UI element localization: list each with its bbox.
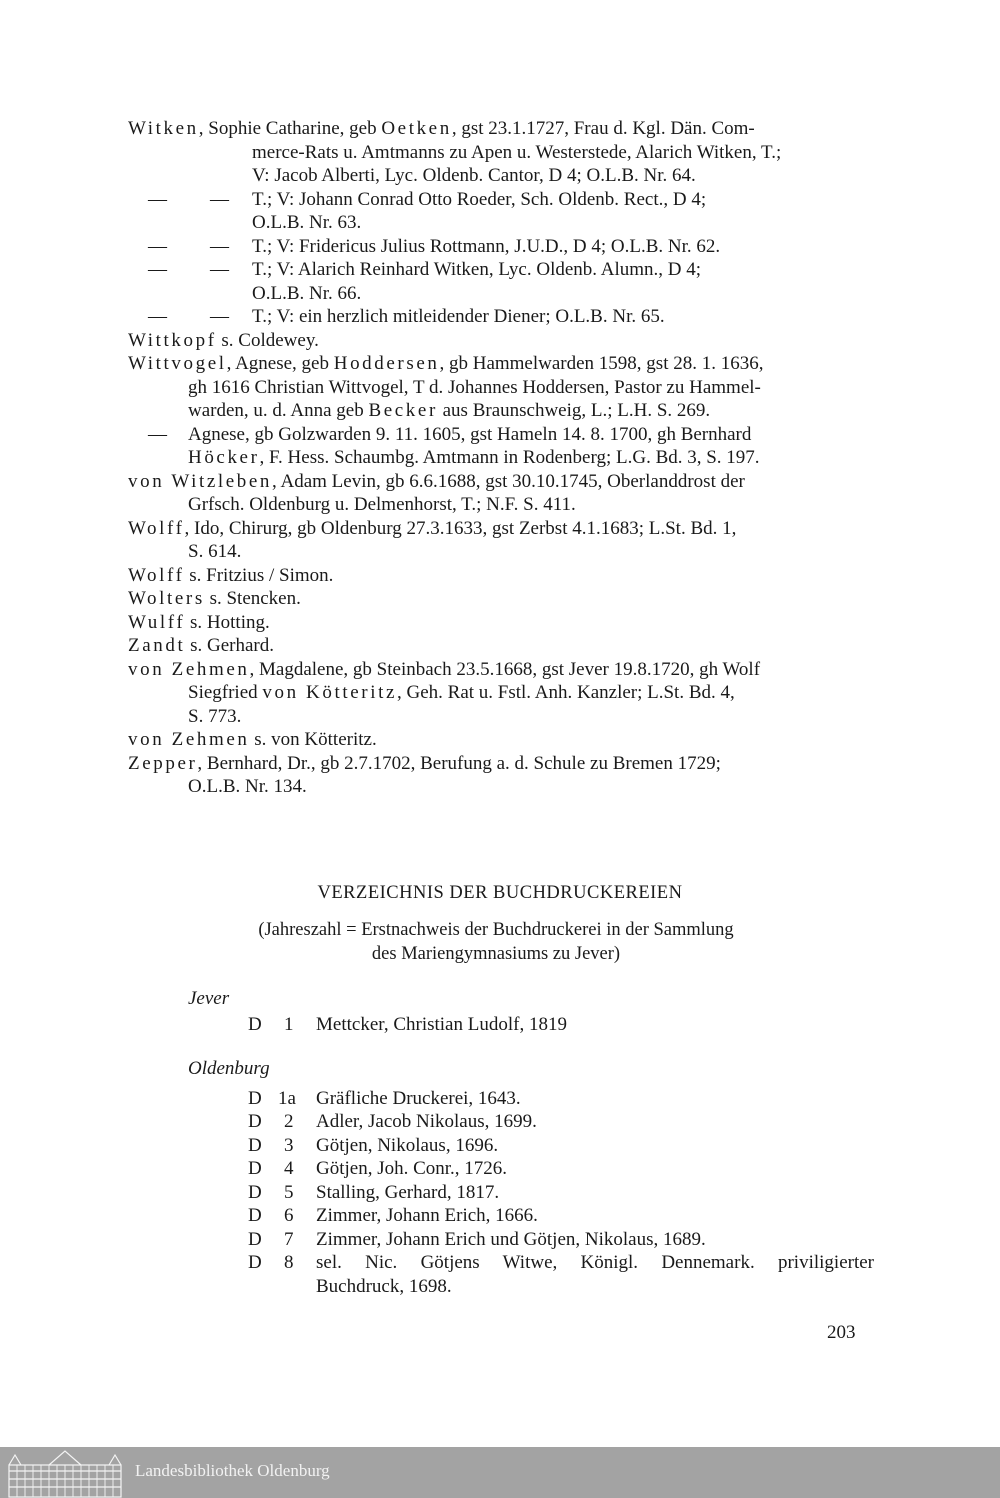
book-page: Witken, Sophie Catharine, geb Oetken, gst 23.1.1727, Frau d. Kgl. Dän. Com- merce-Rats u. Amtmanns zu Apen u. Westerstede, Alarich Witken, T.; V: Jacob Alberti, Lyc. Oldenb. Cantor, D 4; O.L.B. Nr. 64. — — T.; V: Johann Conrad Otto Roeder, Sch. Oldenb. Rect., D 4; O.L.B. Nr. 63. — — T.; V: Fridericus Julius Rottmann, J.U.D., D 4; O.L.B. Nr. 62. — — T.; V: Alarich Reinhard Witken, Lyc. Oldenb. Alumn., D 4; O.L.B. Nr. 66. — — T.; V: ein herzlich mitleidender Diener; O.L.B. Nr. 65. Wittkopf s. Coldewey. Wittvogel, Agnese, geb Hoddersen, gb Hammelwarden 1598, gst 28. 1. 1636, gh 1616 Christian Wittvogel, T d. Johannes Hoddersen, Pastor zu Hammel- warden, u. d. Anna geb Becker aus Braunschweig, L.; L.H. S. 269. — Agnese, gb Golzwarden 9. 11. 1605, gst Hameln 14. 8. 1700, gh Bernhard Höcker, F. Hess. Schaumbg. Amtmann in Rodenberg; L.G. Bd. 3, S. 197. von Witzleben, Adam Levin, gb 6.6.1688, gst 30.10.1745, Oberlanddrost der Grfsch. Oldenburg u. Delmenhorst, T.; N.F. S. 411. Wolff, Ido, Chirurg, gb Oldenburg 27.3.1633, gst Zerbst 4.1.1683; L.St. Bd. 1, S. 614. Wolff s. Fritzius / Simon. Wolters s. Stencken. Wulff s. Hotting. Zandt s. Gerhard. von Zehmen, Magdalene, gb Steinbach 23.5.1668, gst Jever 19.8.1720, gh Wolf Siegfried von Kötteritz, Geh. Rat u. Fstl. Anh. Kanzler; L.St. Bd. 4, S. 773. von Zehmen s. von Kötteritz. Zepper, Bernhard, Dr., gb 2.7.1702, Berufung a. d. Schule zu Bremen 1729; O.L.B. Nr. 134. VERZEICHNIS DER BUCHDRUCKEREIEN (Jahreszahl = Erstnachweis der Buchdruckerei in der Sammlung des Mariengymnasiums zu Jever) Jever D 1 Mettcker, Christian Ludolf, 1819 Oldenburg D 1a Gräfliche Druckerei, 1643. D 2 Adler, Jacob Nikolaus, 1699. D 3 Götjen, Nikolaus, 1696. D 4 Götjen, Joh. Conr., 1726. D 5 Stalling, Gerhard, 1817. D 6 Zimmer, Johann Erich, 1666. D 7 Zimmer, Johann Erich und Götjen, Nikolaus, 1689. D 8 sel. Nic. Götjens Witwe, Königl. Dennemark. priviligierter Buchdruck, 1698. 203 bbox=[0, 0, 1000, 1447]
surname: Wittvogel bbox=[128, 353, 227, 374]
entry-continuation: Höcker, F. Hess. Schaumbg. Amtmann in Rodenberg; L.G. Bd. 3, S. 197. bbox=[188, 447, 760, 468]
surname: Wittkopf bbox=[128, 330, 217, 351]
section-title: VERZEICHNIS DER BUCHDRUCKEREIEN bbox=[317, 883, 683, 903]
ditto-dash: — bbox=[210, 306, 229, 327]
entry-continuation: gh 1616 Christian Wittvogel, T d. Johannes Hoddersen, Pastor zu Hammel- bbox=[188, 377, 761, 398]
entry-continuation: S. 773. bbox=[188, 706, 242, 727]
entry-zepper: Zepper, Bernhard, Dr., gb 2.7.1702, Berufung a. d. Schule zu Bremen 1729; bbox=[128, 753, 721, 774]
entry-continuation: Grfsch. Oldenburg u. Delmenhorst, T.; N.F. S. 411. bbox=[188, 494, 576, 515]
ditto-dash: — bbox=[210, 236, 229, 257]
section-subtitle: des Mariengymnasiums zu Jever) bbox=[371, 944, 621, 964]
page-number: 203 bbox=[827, 1322, 856, 1343]
entry-continuation: Siegfried von Kötteritz, Geh. Rat u. Fstl. Anh. Kanzler; L.St. Bd. 4, bbox=[188, 682, 735, 703]
entry-zehmen-ref: von Zehmen s. von Kötteritz. bbox=[128, 729, 377, 750]
surname: Wolff bbox=[128, 518, 185, 539]
surname: Becker bbox=[368, 400, 438, 421]
library-name: Landesbibliothek Oldenburg bbox=[135, 1461, 330, 1480]
ditto-dash: — bbox=[148, 259, 167, 280]
entry-continuation: T.; V: Johann Conrad Otto Roeder, Sch. Oldenb. Rect., D 4; bbox=[252, 189, 707, 210]
entry-wittvogel: Wittvogel, Agnese, geb Hoddersen, gb Hammelwarden 1598, gst 28. 1. 1636, bbox=[128, 353, 764, 374]
surname: Oetken bbox=[381, 118, 452, 139]
surname: Wolff bbox=[128, 565, 185, 586]
surname: Wolters bbox=[128, 588, 205, 609]
surname: Zandt bbox=[128, 635, 186, 656]
surname: Witzleben bbox=[171, 471, 273, 492]
entry-zehmen: von Zehmen, Magdalene, gb Steinbach 23.5.1668, gst Jever 19.8.1720, gh Wolf bbox=[128, 659, 761, 680]
entry-continuation: O.L.B. Nr. 134. bbox=[188, 776, 307, 797]
ditto-dash: — bbox=[148, 236, 167, 257]
library-footer-banner bbox=[0, 1447, 1000, 1498]
ditto-dash: — bbox=[148, 189, 167, 210]
entry-continuation: T.; V: Fridericus Julius Rottmann, J.U.D., D 4; O.L.B. Nr. 62. bbox=[252, 236, 721, 257]
library-building-icon bbox=[5, 1449, 125, 1498]
section-subtitle: (Jahreszahl = Erstnachweis der Buchdruckerei in der Sammlung bbox=[258, 920, 734, 940]
entry-continuation: O.L.B. Nr. 66. bbox=[252, 283, 362, 304]
entry-continuation: S. 614. bbox=[188, 541, 242, 562]
entry-wolters: Wolters s. Stencken. bbox=[128, 588, 301, 609]
printer-row-continuation: Buchdruck, 1698. bbox=[316, 1276, 452, 1297]
place-heading-jever: Jever bbox=[188, 988, 230, 1009]
entry-wittkopf: Wittkopf s. Coldewey. bbox=[128, 330, 319, 351]
surname: Wulff bbox=[128, 612, 186, 633]
surname: von Kötteritz bbox=[262, 682, 397, 703]
surname: Hoddersen bbox=[333, 353, 440, 374]
place-heading-oldenburg: Oldenburg bbox=[188, 1058, 270, 1079]
surname: Zepper bbox=[128, 753, 198, 774]
entry-continuation: T.; V: ein herzlich mitleidender Diener; O.L.B. Nr. 65. bbox=[252, 306, 665, 327]
ditto-dash: — bbox=[148, 424, 167, 445]
entry-continuation: Agnese, gb Golzwarden 9. 11. 1605, gst Hameln 14. 8. 1700, gh Bernhard bbox=[188, 424, 752, 445]
ditto-dash: — bbox=[210, 259, 229, 280]
ditto-dash: — bbox=[210, 189, 229, 210]
surname: Zehmen bbox=[171, 729, 250, 750]
surname: Höcker bbox=[188, 447, 260, 468]
entry-continuation: T.; V: Alarich Reinhard Witken, Lyc. Oldenb. Alumn., D 4; bbox=[252, 259, 702, 280]
entry-wolff-ido: Wolff, Ido, Chirurg, gb Oldenburg 27.3.1633, gst Zerbst 4.1.1683; L.St. Bd. 1, bbox=[128, 518, 737, 539]
entry-wolff: Wolff s. Fritzius / Simon. bbox=[128, 565, 334, 586]
entry-zandt: Zandt s. Gerhard. bbox=[128, 635, 274, 656]
entry-witzleben: von Witzleben, Adam Levin, gb 6.6.1688, gst 30.10.1745, Oberlanddrost der bbox=[128, 471, 745, 492]
surname: Zehmen bbox=[171, 659, 250, 680]
entry-continuation: V: Jacob Alberti, Lyc. Oldenb. Cantor, D 4; O.L.B. Nr. 64. bbox=[252, 165, 696, 186]
ditto-dash: — bbox=[148, 306, 167, 327]
entry-continuation: O.L.B. Nr. 63. bbox=[252, 212, 362, 233]
entry-witken: Witken, Sophie Catharine, geb Oetken, gst 23.1.1727, Frau d. Kgl. Dän. Com- bbox=[128, 118, 755, 139]
entry-continuation: merce-Rats u. Amtmanns zu Apen u. Westerstede, Alarich Witken, T.; bbox=[252, 142, 782, 163]
entry-wulff: Wulff s. Hotting. bbox=[128, 612, 270, 633]
entry-continuation: warden, u. d. Anna geb Becker aus Braunschweig, L.; L.H. S. 269. bbox=[188, 400, 711, 421]
surname: Witken bbox=[128, 118, 199, 139]
